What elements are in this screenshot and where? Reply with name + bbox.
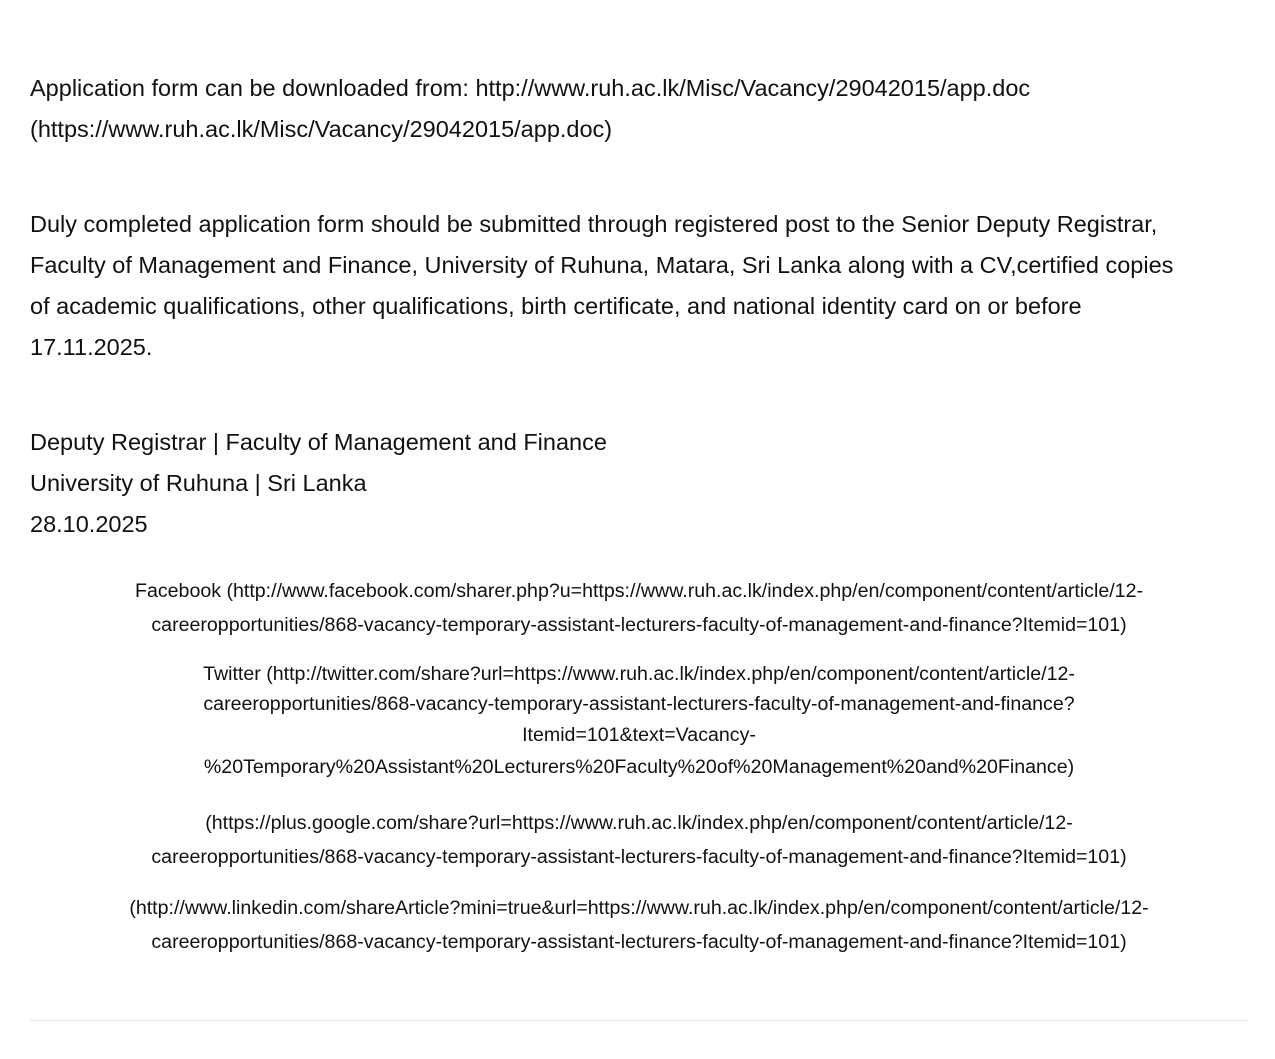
submission-line: of academic qualifications, other qualifications, birth certificate, and national identity card on or before	[30, 292, 1082, 319]
application-download-paragraph	[30, 68, 1255, 149]
share-facebook-link[interactable]	[30, 574, 1248, 642]
share-linkedin-text[interactable]: (http://www.linkedin.com/shareArticle?mini=true&url=https://www.ruh.ac.lk/index.php/en/component/content/article/12-	[129, 897, 1149, 919]
signature-block	[30, 422, 1255, 544]
share-twitter-text[interactable]: Twitter (http://twitter.com/share?url=https://www.ruh.ac.lk/index.php/en/component/content/article/12-	[203, 663, 1075, 685]
submission-instructions-paragraph	[30, 204, 1255, 367]
share-twitter-text[interactable]: Itemid=101&text=Vacancy-	[522, 724, 756, 747]
application-download-link[interactable]: (https://www.ruh.ac.lk/Misc/Vacancy/29042015/app.doc)	[30, 115, 613, 142]
submission-line: Faculty of Management and Finance, University of Ruhuna, Matara, Sri Lanka along with a CV,certified copies	[30, 252, 1174, 279]
share-linkedin-link[interactable]	[30, 891, 1248, 959]
share-google-plus-link[interactable]	[30, 806, 1248, 874]
application-download-text[interactable]: Application form can be downloaded from: http://www.ruh.ac.lk/Misc/Vacancy/29042015/app.doc	[30, 75, 1031, 101]
share-linkedin-text[interactable]: careeropportunities/868-vacancy-temporary-assistant-lecturers-faculty-of-management-and-finance?Itemid=101)	[151, 931, 1127, 953]
article-body	[30, 68, 1255, 544]
signature-date: 28.10.2025	[30, 510, 148, 537]
share-twitter-text[interactable]: careeropportunities/868-vacancy-temporary-assistant-lecturers-faculty-of-management-and-finance?	[203, 693, 1075, 715]
share-google-plus-text[interactable]: (https://plus.google.com/share?url=https://www.ruh.ac.lk/index.php/en/component/content/article/12-	[205, 812, 1073, 834]
share-twitter-text[interactable]: %20Temporary%20Assistant%20Lecturers%20Faculty%20of%20Management%20and%20Finance)	[203, 755, 1075, 778]
share-facebook-text[interactable]: careeropportunities/868-vacancy-temporary-assistant-lecturers-faculty-of-management-and-finance?Itemid=101)	[151, 614, 1127, 636]
submission-line: Duly completed application form should be submitted through registered post to the Senior Deputy Registrar,	[30, 211, 1158, 238]
share-facebook-text[interactable]: Facebook (http://www.facebook.com/sharer.php?u=https://www.ruh.ac.lk/index.php/en/component/content/article/12-	[134, 580, 1143, 602]
bottom-divider	[30, 1020, 1248, 1021]
signature-organization: University of Ruhuna | Sri Lanka	[30, 469, 367, 496]
signature-title: Deputy Registrar | Faculty of Management and Finance	[30, 429, 607, 456]
share-twitter-link[interactable]	[30, 659, 1248, 783]
share-google-plus-text[interactable]: careeropportunities/868-vacancy-temporary-assistant-lecturers-faculty-of-management-and-finance?Itemid=101)	[151, 846, 1127, 868]
submission-deadline: 17.11.2025.	[30, 333, 153, 360]
